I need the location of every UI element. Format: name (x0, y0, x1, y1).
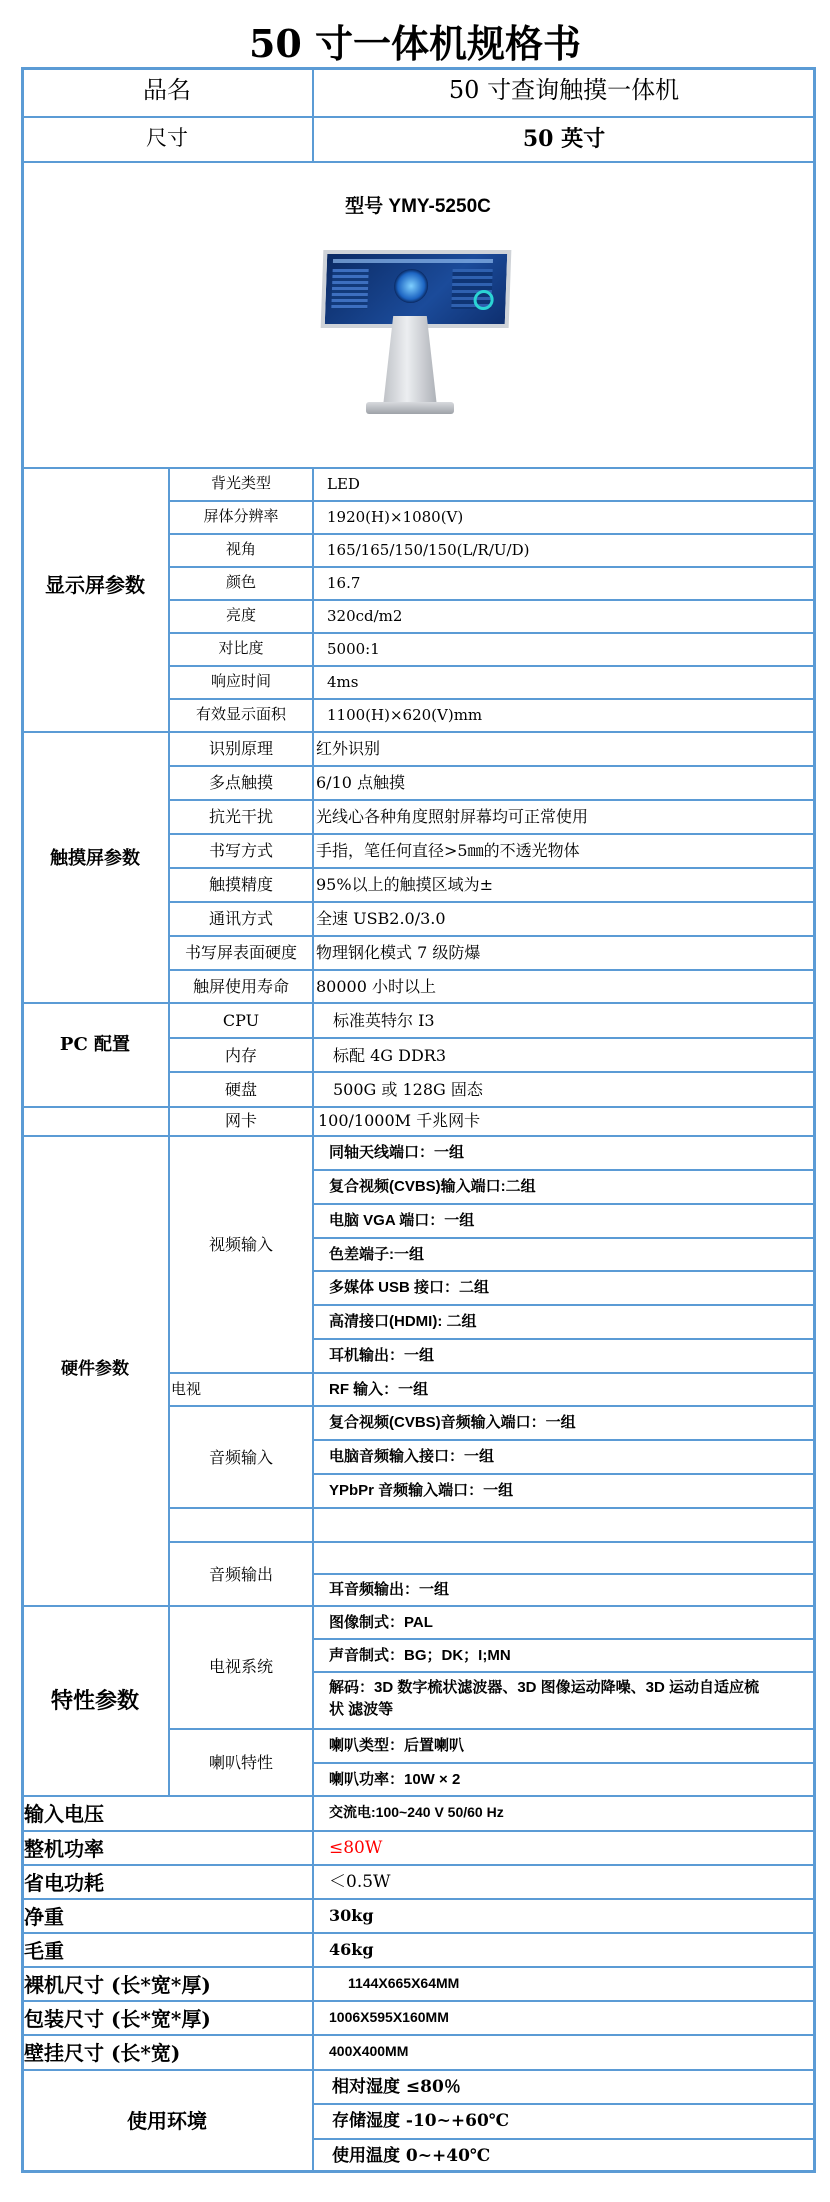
display-param-label: 有效显示面积 (195, 705, 287, 723)
power-param-value: 1144X665X64MM (348, 1975, 460, 1991)
power-param-label: 净重 (24, 1905, 64, 1929)
power-value-cell (313, 1899, 816, 1933)
power-param-value: 30kg (329, 1906, 374, 1925)
display-param-value: 1920(H)×1080(V) (327, 508, 464, 526)
video-input-item: 同轴天线端口：一组 (329, 1144, 465, 1161)
display-param-value: 1100(H)×620(V)mm (327, 706, 483, 724)
power-param-label: 输入电压 (24, 1802, 104, 1826)
size-value: 50 英寸 (522, 126, 606, 152)
touch-group-label: 触摸屏参数 (50, 848, 140, 869)
audio-input-item: 电脑音频输入接口：一组 (329, 1448, 495, 1465)
touch-param-label: 多点触摸 (208, 773, 274, 792)
network-label: 网卡 (224, 1111, 258, 1130)
display-value-cell (313, 666, 816, 699)
pc-group-label: PC 配置 (59, 1034, 131, 1055)
display-param-value: LED (327, 475, 360, 493)
speaker-item-2: 喇叭功率：10W × 2 (329, 1771, 461, 1788)
display-param-label: 视角 (225, 540, 257, 558)
touch-param-value: 6/10 点触摸 (316, 773, 406, 792)
audio-input-label: 音频输入 (208, 1448, 274, 1467)
tv-system-item-3: 解码：3D 数字梳状滤波器、3D 图像运动降噪、3D 运动自适应梳 (329, 1679, 760, 1696)
size-label: 尺寸 (146, 126, 188, 150)
video-input-item: 高清接口(HDMI): 二组 (329, 1313, 477, 1330)
blank-label-cell (169, 1508, 313, 1542)
pc-param-value: 标准英特尔 I3 (333, 1011, 435, 1030)
power-label-cell (21, 1899, 313, 1933)
kiosk-base (366, 402, 454, 414)
pc-param-label: CPU (222, 1011, 260, 1030)
power-value-highlight: ≤80W (329, 1838, 383, 1858)
display-param-value: 165/165/150/150(L/R/U/D) (327, 541, 530, 559)
touch-param-label: 通讯方式 (208, 909, 274, 928)
power-value-cell (313, 1831, 816, 1865)
tv-system-item-4: 状 滤波等 (329, 1701, 394, 1718)
touch-param-value: 全速 USB2.0/3.0 (316, 909, 446, 928)
environment-group-label: 使用环境 (127, 2109, 207, 2133)
touch-param-label: 抗光干扰 (208, 807, 274, 826)
power-param-value: ＜0.5W (329, 1872, 391, 1892)
tv-system-item-2: 声音制式：BG；DK；I;MN (329, 1647, 511, 1664)
touch-param-value: 80000 小时以上 (316, 977, 436, 996)
power-param-label: 整机功率 (24, 1837, 104, 1861)
audio-input-item: 复合视频(CVBS)音频输入端口：一组 (329, 1414, 576, 1431)
pc-param-value: 500G 或 128G 固态 (333, 1080, 483, 1099)
network-value: 100/1000M 千兆网卡 (318, 1111, 481, 1130)
video-input-label: 视频输入 (208, 1235, 274, 1254)
environment-item: 存储湿度 -10~+60℃ (332, 2111, 510, 2131)
touch-param-label: 书写屏表面硬度 (184, 943, 298, 962)
power-param-label: 毛重 (24, 1939, 64, 1963)
touch-param-label: 触屏使用寿命 (192, 977, 290, 996)
video-input-item: 电脑 VGA 端口：一组 (329, 1212, 475, 1229)
display-param-value: 16.7 (327, 574, 361, 592)
power-param-value: 1006X595X160MM (329, 2009, 449, 2025)
display-param-value: 4ms (327, 673, 359, 691)
display-param-label: 亮度 (225, 606, 257, 624)
touch-value-cell (313, 732, 816, 766)
pc-param-label: 硬盘 (224, 1080, 258, 1099)
touch-param-value: 手指，笔任何直径>5㎜的不透光物体 (316, 841, 580, 860)
audio-output-label: 音频输出 (208, 1565, 274, 1584)
name-value: 50 寸查询触摸一体机 (448, 76, 680, 104)
power-value-cell (313, 1933, 816, 1967)
audio-output-blank-cell (313, 1542, 816, 1574)
display-param-value: 5000:1 (327, 640, 380, 658)
display-param-value: 320cd/m2 (327, 607, 403, 625)
hardware-group-label: 硬件参数 (61, 1359, 129, 1379)
tv-value: RF 输入：一组 (329, 1381, 429, 1398)
display-value-cell (313, 633, 816, 666)
power-param-value: 400X400MM (329, 2043, 409, 2059)
touch-param-value: 光线心各种角度照射屏幕均可正常使用 (316, 807, 589, 826)
display-value-cell (313, 567, 816, 600)
speaker-item-1: 喇叭类型：后置喇叭 (329, 1737, 465, 1754)
video-input-label-cell (169, 1136, 313, 1373)
page-title: 50 寸一体机规格书 (248, 21, 582, 66)
model-name: 型号 YMY-5250C (345, 196, 491, 217)
display-param-label: 背光类型 (210, 474, 272, 492)
display-param-label: 屏体分辨率 (203, 507, 279, 525)
audio-input-item: YPbPr 音频输入端口：一组 (329, 1482, 514, 1499)
touch-param-value: 物理钢化模式 7 级防爆 (316, 943, 481, 962)
power-param-value: 46kg (329, 1940, 374, 1959)
environment-item: 使用温度 0~+40℃ (332, 2146, 491, 2166)
tv-label: 电视 (171, 1380, 202, 1398)
touch-param-label: 触摸精度 (208, 875, 274, 894)
video-input-item: 多媒体 USB 接口：二组 (329, 1279, 490, 1296)
network-group-cell (21, 1107, 169, 1136)
display-group-cell (21, 468, 169, 732)
environment-item: 相对湿度 ≤80％ (332, 2077, 461, 2097)
touch-param-label: 书写方式 (208, 841, 274, 860)
power-param-value: 交流电:100~240 V 50/60 Hz (329, 1804, 504, 1820)
speaker-label: 喇叭特性 (208, 1753, 274, 1772)
pc-param-value: 标配 4G DDR3 (333, 1046, 447, 1065)
video-input-item: 耳机输出：一组 (329, 1347, 435, 1364)
features-group-label: 特性参数 (50, 1688, 140, 1714)
video-input-item: 复合视频(CVBS)输入端口:二组 (329, 1178, 536, 1195)
touch-param-value: 95%以上的触摸区域为± (316, 875, 493, 894)
power-param-label: 包装尺寸 (长*宽*厚) (24, 2007, 211, 2031)
power-param-label: 壁挂尺寸 (长*宽) (24, 2041, 181, 2065)
tv-system-label: 电视系统 (208, 1657, 274, 1676)
touch-param-value: 红外识别 (316, 739, 381, 758)
display-param-label: 响应时间 (210, 672, 272, 690)
audio-output-value: 耳音频输出：一组 (329, 1581, 450, 1598)
pc-param-label: 内存 (224, 1046, 258, 1065)
power-param-label: 裸机尺寸 (长*宽*厚) (24, 1973, 211, 1997)
display-value-cell (313, 468, 816, 501)
pc-group-cell (21, 1003, 169, 1107)
touch-param-label: 识别原理 (208, 739, 274, 758)
video-input-item: 色差端子:一组 (329, 1246, 424, 1263)
power-label-cell (21, 1933, 313, 1967)
name-label: 品名 (143, 76, 191, 104)
display-group-label: 显示屏参数 (45, 573, 145, 597)
blank-value-cell (313, 1508, 816, 1542)
power-param-label: 省电功耗 (24, 1871, 104, 1895)
display-param-label: 颜色 (225, 573, 257, 591)
display-param-label: 对比度 (218, 639, 264, 657)
tv-system-item-1: 图像制式：PAL (329, 1614, 433, 1631)
